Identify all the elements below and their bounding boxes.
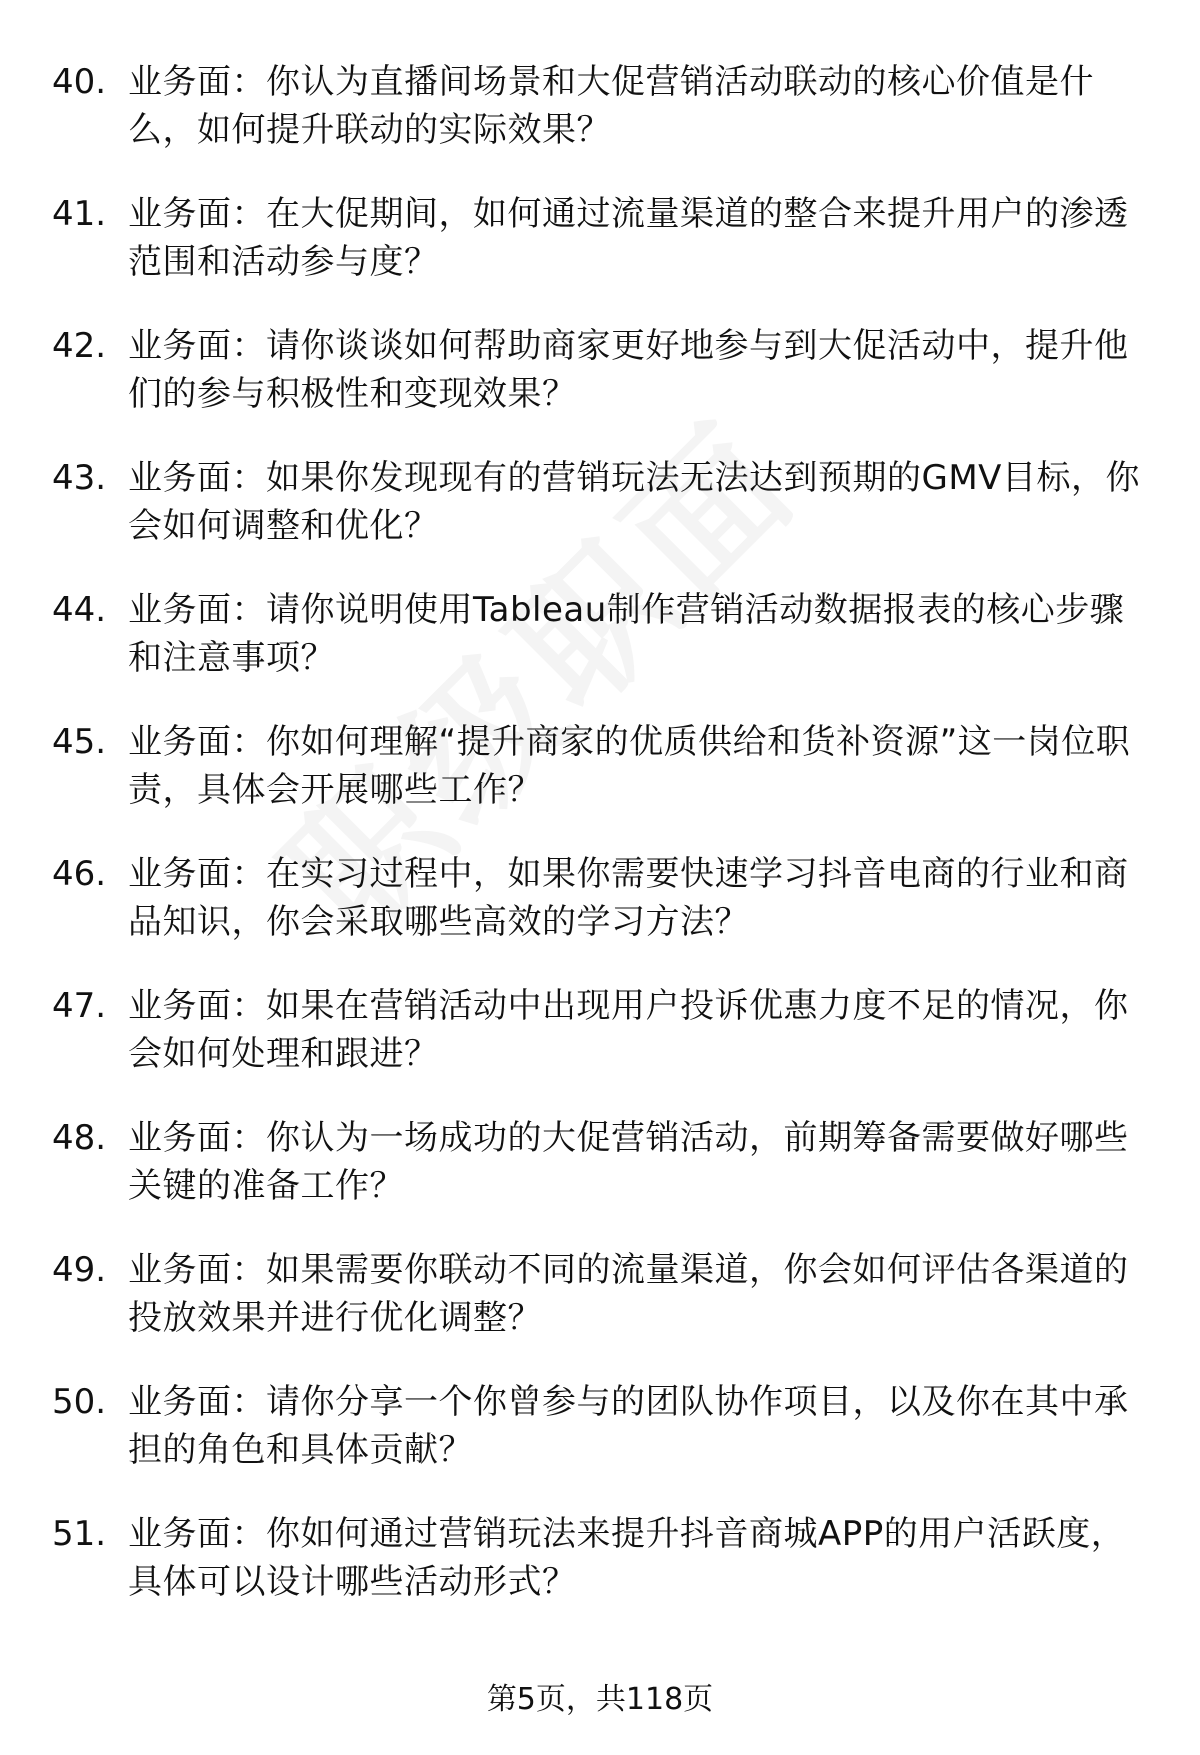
question-number: 40.: [52, 62, 107, 102]
question-number: 45.: [52, 722, 107, 762]
question-text: 业务面：如果需要你联动不同的流量渠道，你会如何评估各渠道的投放效果并进行优化调整？: [128, 1250, 1129, 1338]
question-text: 业务面：如果你发现现有的营销玩法无法达到预期的GMV目标，你会如何调整和优化？: [128, 458, 1140, 546]
list-item: [0, 1510, 1200, 1642]
question-text: 业务面：如果在营销活动中出现用户投诉优惠力度不足的情况，你会如何处理和跟进？: [128, 986, 1129, 1074]
question-number: 43.: [52, 458, 107, 498]
question-number: 44.: [52, 590, 107, 630]
question-number: 47.: [52, 986, 107, 1026]
page-footer: 第5页，共118页: [486, 1682, 714, 1717]
question-text: 业务面：请你说明使用Tableau制作营销活动数据报表的核心步骤和注意事项？: [128, 590, 1125, 678]
question-number: 42.: [52, 326, 107, 366]
question-number: 50.: [52, 1382, 107, 1422]
list-item: [0, 982, 1200, 1114]
question-text: 业务面：请你分享一个你曾参与的团队协作项目，以及你在其中承担的角色和具体贡献？: [128, 1382, 1129, 1470]
list-item: [0, 1378, 1200, 1510]
question-number: 48.: [52, 1118, 107, 1158]
question-text: 业务面：在实习过程中，如果你需要快速学习抖音电商的行业和商品知识，你会采取哪些高效的学习方法？: [128, 854, 1129, 942]
list-item: [0, 190, 1200, 322]
question-text: 业务面：在大促期间，如何通过流量渠道的整合来提升用户的渗透范围和活动参与度？: [128, 194, 1129, 282]
list-item: [0, 1114, 1200, 1246]
list-item: [0, 1246, 1200, 1378]
question-text: 业务面：你认为直播间场景和大促营销活动联动的核心价值是什么，如何提升联动的实际效果？: [128, 62, 1094, 150]
list-item: [0, 454, 1200, 586]
question-text: 业务面：请你谈谈如何帮助商家更好地参与到大促活动中，提升他们的参与积极性和变现效果？: [128, 326, 1129, 414]
question-list: [0, 58, 1200, 1642]
question-number: 49.: [52, 1250, 107, 1290]
list-item: [0, 322, 1200, 454]
list-item: [0, 58, 1200, 190]
question-text: 业务面：你如何通过营销玩法来提升抖音商城APP的用户活跃度，具体可以设计哪些活动形式？: [128, 1514, 1126, 1602]
question-number: 41.: [52, 194, 107, 234]
question-number: 51.: [52, 1514, 107, 1554]
question-number: 46.: [52, 854, 107, 894]
question-text: 业务面：你认为一场成功的大促营销活动，前期筹备需要做好哪些关键的准备工作？: [128, 1118, 1129, 1206]
list-item: [0, 718, 1200, 850]
question-text: 业务面：你如何理解“提升商家的优质供给和货补资源”这一岗位职责，具体会开展哪些工作？: [128, 722, 1131, 810]
list-item: [0, 850, 1200, 982]
list-item: [0, 586, 1200, 718]
